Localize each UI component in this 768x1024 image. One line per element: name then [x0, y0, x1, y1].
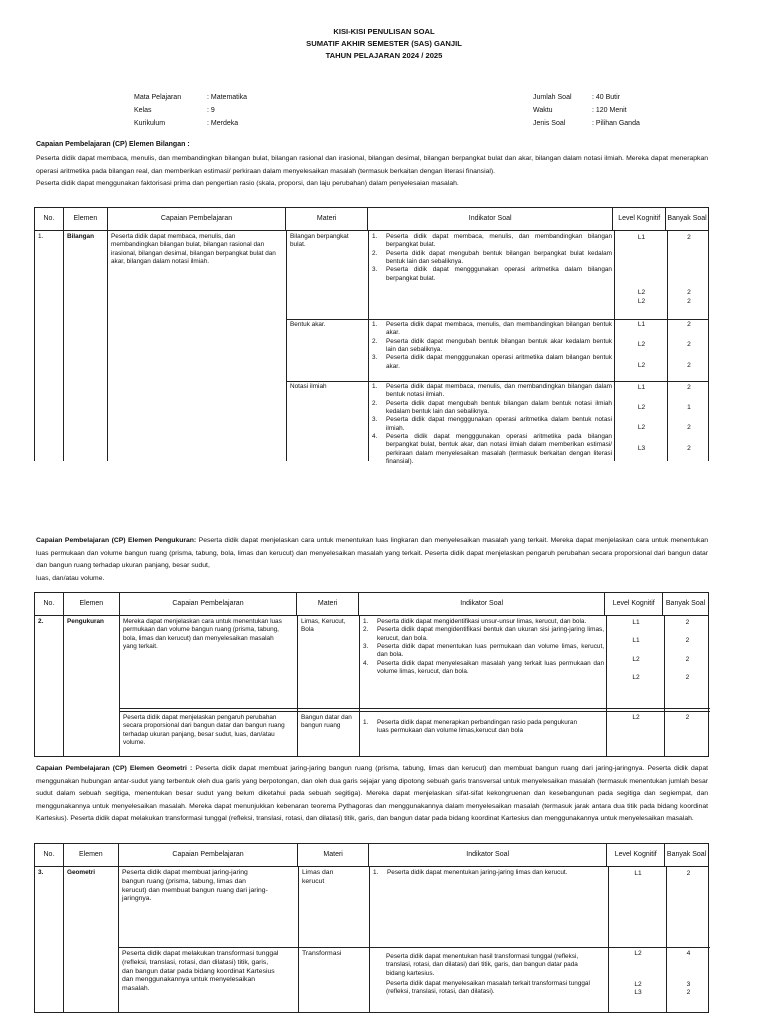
indikator-group: [370, 867, 609, 879]
count-value: 2: [687, 298, 691, 305]
item-number: 1.: [363, 719, 369, 726]
indikator-item: [372, 354, 612, 371]
count-value: 2: [687, 289, 691, 296]
level-value: L2: [637, 341, 646, 348]
materi-cell: Transformasi: [302, 950, 342, 957]
header-subtitle: SUMATIF AKHIR SEMESTER (SAS) GANJIL: [306, 39, 462, 48]
table-header: [34, 843, 709, 867]
col-banyak: Banyak Soal: [665, 599, 706, 607]
level-value: L2: [634, 950, 642, 957]
table-body: [34, 231, 709, 465]
level-value: L3: [637, 445, 646, 452]
item-text: Peserta didik dapat membaca, menulis, dan membandingkan bilangan berpangkat bulat.: [386, 233, 612, 249]
materi-cell: Limas, Kerucut, Bola: [301, 618, 346, 634]
level-value: L2: [637, 424, 646, 431]
indikator-group: [369, 231, 615, 285]
col-cp: Capaian Pembelajaran: [108, 208, 286, 230]
section2-text: Peserta didik dapat menjelaskan cara untuk menentukan luas lingkaran dan menyelesaikan masalah yang terkait. Mereka dapat menjelaskan cara untuk menentukan luas permukaan dan volume bangun ruang (prisma, tabung, bola, limas dan kerucut) dan menyelesaikan masalah yang terkait. Peserta didik dapat menjelaskan pengaruh perubahan secara proporsional dari bangun datar dan bangun ruang terhadap ukuran panjang, besar sudut,: [36, 537, 709, 569]
item-number: 1.: [373, 869, 379, 876]
item-number: 2.: [363, 626, 369, 634]
meta-value: : 120 Menit: [592, 107, 627, 114]
item-text: Peserta didik dapat menyelesaikan masalah yang terkait luas permukaan dan volume limas, kerucut, dan bola.: [377, 659, 604, 675]
item-text: Peserta didik dapat mengggunakan operasi aritmetika dalam bilangan berpangkat bulat.: [386, 266, 612, 282]
level-value: L1: [634, 870, 642, 877]
col-elemen: Elemen: [64, 593, 120, 615]
indikator-item: [372, 400, 612, 417]
row-cp: Mereka dapat menjelaskan cara untuk menentukan luas permukaan dan volume bangun ruang (prisma, tabung, bola, limas dan kerucut) dan menyelesaikan masalah yang terkait.: [123, 618, 282, 650]
section3-text: Peserta didik dapat membuat jaring-jaring bangun ruang (prisma, tabung, limas dan kerucut) dan membuat bangun ruang dari jaring-jaringnya. Peserta didik dapat menggunakan hubungan antar-sudut yang terbentuk oleh dua garis yang berpotongan, dan oleh dua garis sejajar yang dipotong sebuah garis transversal untuk menyelesaikan masalah (termasuk menentukan jumlah besar sudut dalam sebuah segitiga, menentukan besar sudut yang belum diketahui pada sebuah segitiga). Mereka dapat menjelaskan sifat-sifat kekongruenan dan kesebangunan pada segitiga dan segiempat, dan menggunakannya untuk menyelesaikan masalah. Mereka dapat menunjukkan kebenaran teorema Pythagoras dan menggunakannya dalam menyelesaikan masalah (termasuk jarak antara dua titik pada bidang koordinat Kartesius). Peserta didik dapat melakukan transformasi tunggal (refleksi, translasi, rotasi, dan dilatasi) titik, garis, dan bangun datar pada bidang koordinat Kartesius dan menggunakannya untuk menyelesaikan masalah.: [36, 765, 709, 822]
level-value: L2: [637, 404, 646, 411]
indikator-item: [372, 250, 612, 267]
level-value: L2: [637, 289, 646, 296]
item-number: 1.: [363, 618, 369, 625]
section3-title: Capaian Pembelajaran (CP) Elemen Geometri :: [36, 765, 193, 772]
item-number: 4.: [372, 432, 378, 440]
materi-cell: Notasi ilmiah: [290, 383, 327, 390]
indikator-item: [372, 321, 612, 338]
count-value: 2: [687, 384, 691, 391]
count-value: 4: [686, 950, 691, 957]
col-banyak: Banyak Soal: [667, 214, 707, 222]
meta-value: : Pilihan Ganda: [592, 120, 640, 127]
level-value: L2: [634, 981, 642, 988]
table-bilangan: [34, 207, 709, 465]
meta-value: : Matematika: [207, 94, 248, 101]
count-value: 2: [687, 445, 691, 452]
meta-label: Jumlah Soal: [533, 94, 572, 101]
section1-para1: Peserta didik dapat membaca, menulis, dan membandingkan bilangan bulat, bilangan rasional dan irasional, bilangan desimal, bilangan berpangkat bulat dan akar, bilangan dalam notasi ilmiah. Mereka dapat menerapkan operasi aritmetika pada bilangan real, dan memberikan estimasi/ perkiraan dalam menyelesaikan masalah (termasuk berkaitan dengan literasi finansial).: [36, 155, 708, 175]
indikator-item: [372, 266, 612, 283]
count-value: 2: [687, 362, 691, 369]
section3-paragraph: [36, 763, 708, 826]
col-materi: Materi: [298, 844, 369, 866]
indikator-item: Peserta didik dapat menentukan hasil transformasi tunggal (refleksi, translasi, rotasi, dan dilatasi) dari titik, garis, dan bangun datar pada bidang kartesius.: [386, 953, 579, 977]
row-elemen: Bilangan: [67, 233, 94, 240]
count-value: 2: [685, 714, 690, 721]
item-number: 3.: [363, 642, 369, 650]
table-pengukuran: [34, 592, 709, 757]
col-no: No.: [35, 593, 64, 615]
section1-paragraph: [36, 153, 708, 191]
row-no: 1.: [38, 233, 44, 240]
level-value: L2: [637, 362, 646, 369]
indikator-item: [363, 719, 587, 736]
indikator-item: Peserta didik dapat menyelesaikan masalah terkait transformasi tunggal (refleksi, translasi, rotasi, dan dilatasi).: [386, 979, 590, 996]
item-text: Peserta didik dapat menerapkan perbandingan rasio pada pengukuran luas permukaan dan volume limas,kerucut dan bola: [377, 719, 578, 735]
table-header: [34, 592, 709, 616]
document-header: [0, 26, 768, 62]
meta-value: : 9: [207, 107, 215, 114]
section1-title: Capaian Pembelajaran (CP) Elemen Bilangan :: [36, 141, 190, 148]
section2-paragraph: [36, 535, 708, 585]
level-value: L2: [632, 656, 640, 663]
table-header: [34, 207, 709, 231]
row-cp: Peserta didik dapat membaca, menulis, dan membandingkan bilangan bulat, bilangan rasional dan irasional, bilangan desimal, bilangan berpangkat bulat dan akar, bilangan dalam notasi ilmiah.: [111, 233, 276, 265]
indikator-item: [372, 383, 612, 400]
meta-label: Jenis Soal: [533, 120, 566, 127]
materi-cell: Bangun datar dan bangun ruang: [301, 714, 352, 730]
col-level: Level Kognitif: [613, 208, 666, 230]
indikator-item: [363, 626, 604, 643]
item-number: 4.: [363, 659, 369, 667]
item-text: Peserta didik dapat menentukan luas permukaan dan volume limas, kerucut, dan bola.: [377, 642, 604, 659]
meta-right: [533, 91, 640, 130]
item-text: Peserta didik dapat mengggunakan operasi aritmetika dalam bilangan bentuk akar.: [386, 354, 612, 370]
indikator-group: [369, 319, 615, 373]
item-text: Peserta didik dapat mengidentifikasi bentuk dan ukuran sisi jaring-jaring limas, kerucut, dan bola.: [377, 626, 604, 642]
level-value: L2: [637, 298, 646, 305]
meta-value: : 40 Butir: [592, 94, 621, 101]
table-body: [34, 867, 709, 1013]
item-number: 2.: [372, 337, 378, 345]
col-elemen: Elemen: [64, 208, 108, 230]
indikator-item: [372, 338, 612, 355]
item-text: Peserta didik dapat mengubah bentuk bilangan dalam bentuk notasi ilmiah kedalam bentuk lain dan sebaliknya.: [386, 399, 612, 415]
item-number: 1.: [372, 321, 378, 328]
col-cp: Capaian Pembelajaran: [120, 593, 297, 615]
item-text: Peserta didik dapat mengubah bentuk bilangan bentuk akar kedalam bentuk lain dan sebaliknya.: [386, 337, 612, 353]
section2-title: Capaian Pembelajaran (CP) Elemen Pengukuran:: [36, 537, 197, 544]
level-value: L2: [632, 714, 640, 721]
level-value: L1: [637, 234, 646, 241]
count-value: 2: [686, 989, 691, 996]
meta-label: Waktu: [533, 107, 553, 114]
item-number: 3.: [372, 416, 378, 424]
col-level: Level Kognitif: [605, 593, 663, 615]
level-value: L1: [637, 321, 646, 328]
row-cp: Peserta didik dapat membuat jaring-jaring bangun ruang (prisma, tabung, limas dan kerucut) dan membuat bangun ruang dari jaring-jaringnya.: [122, 869, 268, 903]
item-number: 1.: [372, 383, 378, 390]
count-value: 2: [687, 424, 691, 431]
indikator-group: [370, 951, 609, 999]
item-text: Peserta didik dapat mengubah bentuk bilangan berpangkat bulat kedalam bentuk lain dan sebaliknya.: [386, 249, 612, 265]
item-number: 2.: [372, 249, 378, 257]
count-value: 2: [685, 637, 690, 644]
count-value: 2: [687, 321, 691, 328]
section1-para2: Peserta didik dapat menggunakan faktorisasi prima dan pengertian rasio (skala, proporsi, dan laju perubahan) dalam penyelesaian masalah.: [36, 180, 459, 187]
row-no: 3.: [38, 869, 44, 876]
meta-label: Kurikulum: [134, 120, 166, 127]
indikator-item: [363, 618, 604, 626]
indikator-group: [360, 616, 607, 678]
indikator-item: [363, 660, 604, 677]
item-number: 1.: [372, 233, 378, 240]
level-value: L2: [632, 674, 640, 681]
col-elemen: Elemen: [64, 844, 119, 866]
col-materi: Materi: [297, 593, 359, 615]
col-cp: Capaian Pembelajaran: [119, 844, 298, 866]
row-elemen: Geometri: [67, 869, 96, 876]
item-text: Peserta didik dapat mengggunakan operasi aritmetika dalam bentuk notasi ilmiah.: [386, 416, 612, 432]
count-value: 2: [687, 341, 691, 348]
row-cp: Peserta didik dapat menjelaskan pengaruh perubahan secara proporsional dari bangun datar dan bangun ruang terhadap ukuran panjang, besar sudut, luas, dan/atau volume.: [123, 714, 285, 746]
materi-cell: Limas dan kerucut: [302, 869, 334, 885]
count-value: 2: [685, 674, 690, 681]
count-value: 1: [687, 404, 691, 411]
indikator-group: [360, 717, 607, 738]
section2-text-end: luas, dan/atau volume.: [36, 574, 105, 582]
materi-cell: Bentuk akar.: [290, 321, 326, 328]
item-number: 2.: [372, 399, 378, 407]
count-value: 3: [686, 981, 691, 988]
col-indikator: Indikator Soal: [359, 593, 605, 615]
row-cp: Peserta didik dapat melakukan transformasi tunggal (refleksi, translasi, rotasi, dan dilatasi) titik, garis, dan bangun datar pada bidang koordinat Kartesius dan menggunakannya untuk menyelesaikan masalah.: [122, 950, 279, 993]
indikator-group: [369, 381, 615, 468]
level-value: L1: [632, 637, 640, 644]
materi-cell: Bilangan berpangkat bulat.: [290, 233, 349, 249]
item-text: Peserta didik dapat membaca, menulis, dan membandingkan bilangan dalam bentuk notasi ilmiah.: [386, 383, 612, 399]
item-number: 3.: [372, 354, 378, 362]
item-text: Peserta didik dapat membaca, menulis, dan membandingkan bilangan bentuk akar.: [386, 321, 612, 337]
level-value: L1: [632, 619, 640, 626]
col-banyak: Banyak Soal: [666, 850, 707, 858]
col-indikator: Indikator Soal: [369, 844, 607, 866]
col-no: No.: [35, 844, 64, 866]
meta-value: : Merdeka: [207, 120, 239, 127]
item-text: Peserta didik dapat menentukan jaring-jaring limas dan kerucut.: [387, 869, 568, 876]
header-title: KISI-KISI PENULISAN SOAL: [333, 27, 435, 36]
indikator-item: [372, 416, 612, 433]
row-elemen: Pengukuran: [67, 618, 104, 625]
row-no: 2.: [38, 618, 44, 625]
count-value: 2: [685, 656, 690, 663]
col-indikator: Indikator Soal: [368, 208, 613, 230]
meta-label: Kelas: [134, 107, 152, 114]
indikator-item: [373, 869, 606, 877]
col-no: No.: [35, 208, 64, 230]
item-text: Peserta didik dapat mengggunakan operasi aritmetika pada bilangan berpangkat bulat, bentuk akar, dan notasi ilmiah dalam memberikan estimasi/ perkiraan dalam menyelesaikan masalah (termasuk berkaitan dengan literasi finansial).: [386, 432, 612, 465]
indikator-item: [363, 643, 604, 660]
meta-label: Mata Pelajaran: [134, 94, 182, 101]
item-text: Peserta didik dapat mengidentifikasi unsur-unsur limas, kerucut, dan bola.: [377, 618, 587, 625]
count-value: 2: [687, 234, 691, 241]
table-geometri: [34, 843, 709, 1013]
level-value: L1: [637, 384, 646, 391]
col-level: Level Kognitif: [607, 844, 665, 866]
table-body: [34, 616, 709, 757]
count-value: 2: [685, 619, 690, 626]
level-value: L3: [634, 989, 642, 996]
item-number: 3.: [372, 266, 378, 274]
meta-left: [134, 91, 247, 130]
indikator-item: [372, 433, 612, 466]
header-year: TAHUN PELAJARAN 2024 / 2025: [325, 51, 443, 60]
col-materi: Materi: [286, 208, 368, 230]
indikator-item: [372, 233, 612, 250]
count-value: 2: [686, 870, 691, 877]
